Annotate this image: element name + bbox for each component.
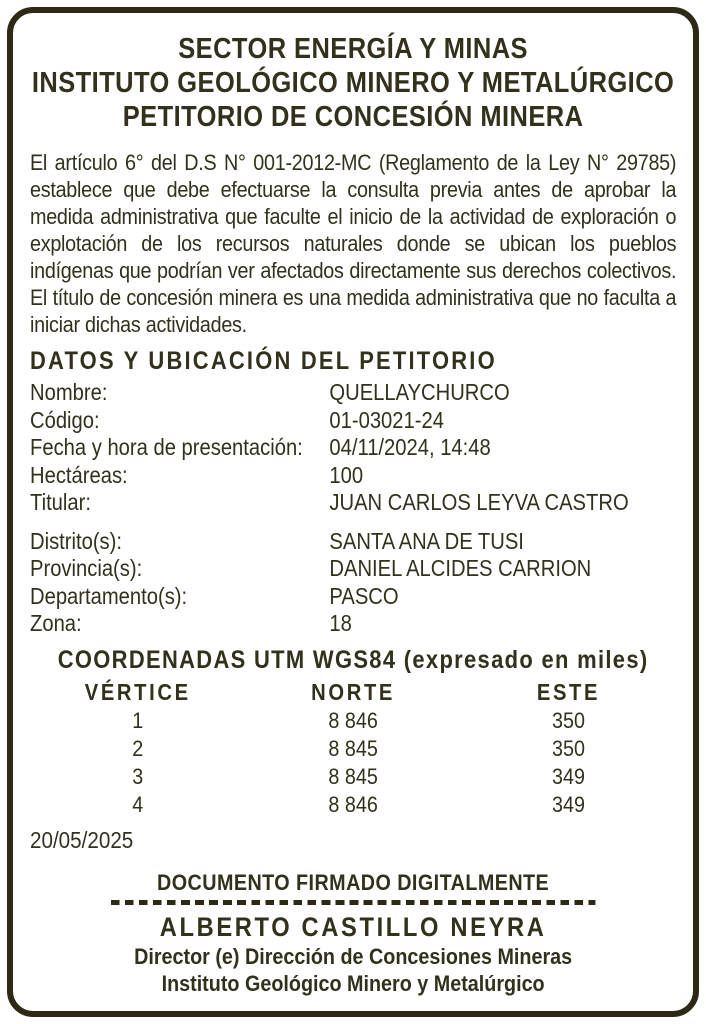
petition-data-fields: [30, 379, 676, 517]
signer-institution: Instituto Geológico Minero y Metalúrgico: [161, 970, 545, 996]
field-value: PASCO: [329, 582, 399, 609]
cell-este: 349: [552, 791, 585, 817]
field-label: Provincia(s):: [30, 555, 143, 581]
field-row-titular: [30, 489, 676, 517]
column-header-este: ESTE: [536, 678, 601, 705]
field-value: DANIEL ALCIDES CARRION: [329, 555, 592, 581]
field-label: Distrito(s):: [30, 527, 122, 554]
field-label: Código:: [30, 406, 100, 433]
field-row-departamento: [30, 583, 676, 611]
field-label: Departamento(s):: [30, 582, 188, 609]
field-value: SANTA ANA DE TUSI: [329, 527, 524, 554]
digitally-signed-label: DOCUMENTO FIRMADO DIGITALMENTE: [157, 869, 550, 895]
signature-dashed-line: [111, 900, 596, 905]
field-label: Fecha y hora de presentación:: [30, 434, 303, 460]
document-date: 20/05/2025: [30, 826, 134, 853]
cell-vertice: 4: [132, 791, 144, 817]
field-row-provincia: [30, 555, 676, 583]
field-label: Nombre:: [30, 379, 108, 405]
signer-title: Director (e) Dirección de Concesiones Mineras: [134, 943, 573, 969]
coordinates-table: [30, 677, 676, 819]
signature-block: [30, 870, 676, 997]
table-row: [30, 791, 676, 819]
cell-este: 350: [552, 707, 585, 733]
table-row: [30, 763, 676, 791]
column-header-vertice: VÉRTICE: [84, 678, 191, 705]
signer-name: ALBERTO CASTILLO NEYRA: [159, 911, 547, 942]
field-label: Hectáreas:: [30, 461, 128, 488]
title-petitorio: PETITORIO DE CONCESIÓN MINERA: [122, 101, 584, 133]
cell-este: 349: [552, 763, 585, 789]
document-content: [30, 32, 676, 997]
title-instituto: INSTITUTO GEOLÓGICO MINERO Y METALÚRGICO: [31, 67, 675, 99]
section-title-datos: DATOS Y UBICACIÓN DEL PETITORIO: [30, 347, 497, 375]
cell-vertice: 2: [132, 735, 144, 761]
cell-este: 350: [552, 735, 585, 761]
section-title-coordenadas: COORDENADAS UTM WGS84 (expresado en miles): [57, 645, 649, 674]
field-value: 18: [329, 610, 352, 636]
field-value: JUAN CARLOS LEYVA CASTRO: [329, 489, 629, 515]
field-value: 04/11/2024, 14:48: [329, 434, 491, 460]
field-value: QUELLAYCHURCO: [329, 379, 510, 405]
cell-norte: 8 845: [328, 763, 378, 789]
cell-vertice: 3: [132, 763, 144, 789]
field-label: Zona:: [30, 610, 82, 636]
field-row-distrito: [30, 528, 676, 556]
intro-paragraph: El artículo 6° del D.S N° 001-2012-MC (Reglamento de la Ley N° 29785) establece que debe efectuarse la consulta previa antes de aprobar la medida administrativa que faculte el inicio de la actividad de exploración o explotación de los recursos naturales donde se ubican los pueblos indígenas que podrían ver afectados directamente sus derechos colectivos. El título de concesión minera es una medida administrativa que no faculta a iniciar dichas actividades.: [30, 150, 677, 337]
cell-vertice: 1: [132, 707, 144, 733]
cell-norte: 8 846: [328, 707, 378, 733]
field-value: 100: [329, 461, 364, 488]
document-header: [30, 32, 676, 134]
petition-location-fields: [30, 528, 676, 638]
field-row-zona: [30, 610, 676, 638]
field-row-codigo: [30, 407, 676, 435]
field-row-fecha-presentacion: [30, 434, 676, 462]
title-sector: SECTOR ENERGÍA Y MINAS: [178, 33, 528, 65]
cell-norte: 8 845: [328, 735, 378, 761]
column-header-norte: NORTE: [311, 678, 396, 705]
table-row: [30, 707, 676, 735]
field-row-hectareas: [30, 462, 676, 490]
table-row: [30, 735, 676, 763]
coordinates-header-row: [30, 677, 676, 707]
field-row-nombre: [30, 379, 676, 407]
field-label: Titular:: [30, 489, 91, 515]
cell-norte: 8 846: [328, 791, 378, 817]
field-value: 01-03021-24: [329, 406, 444, 433]
